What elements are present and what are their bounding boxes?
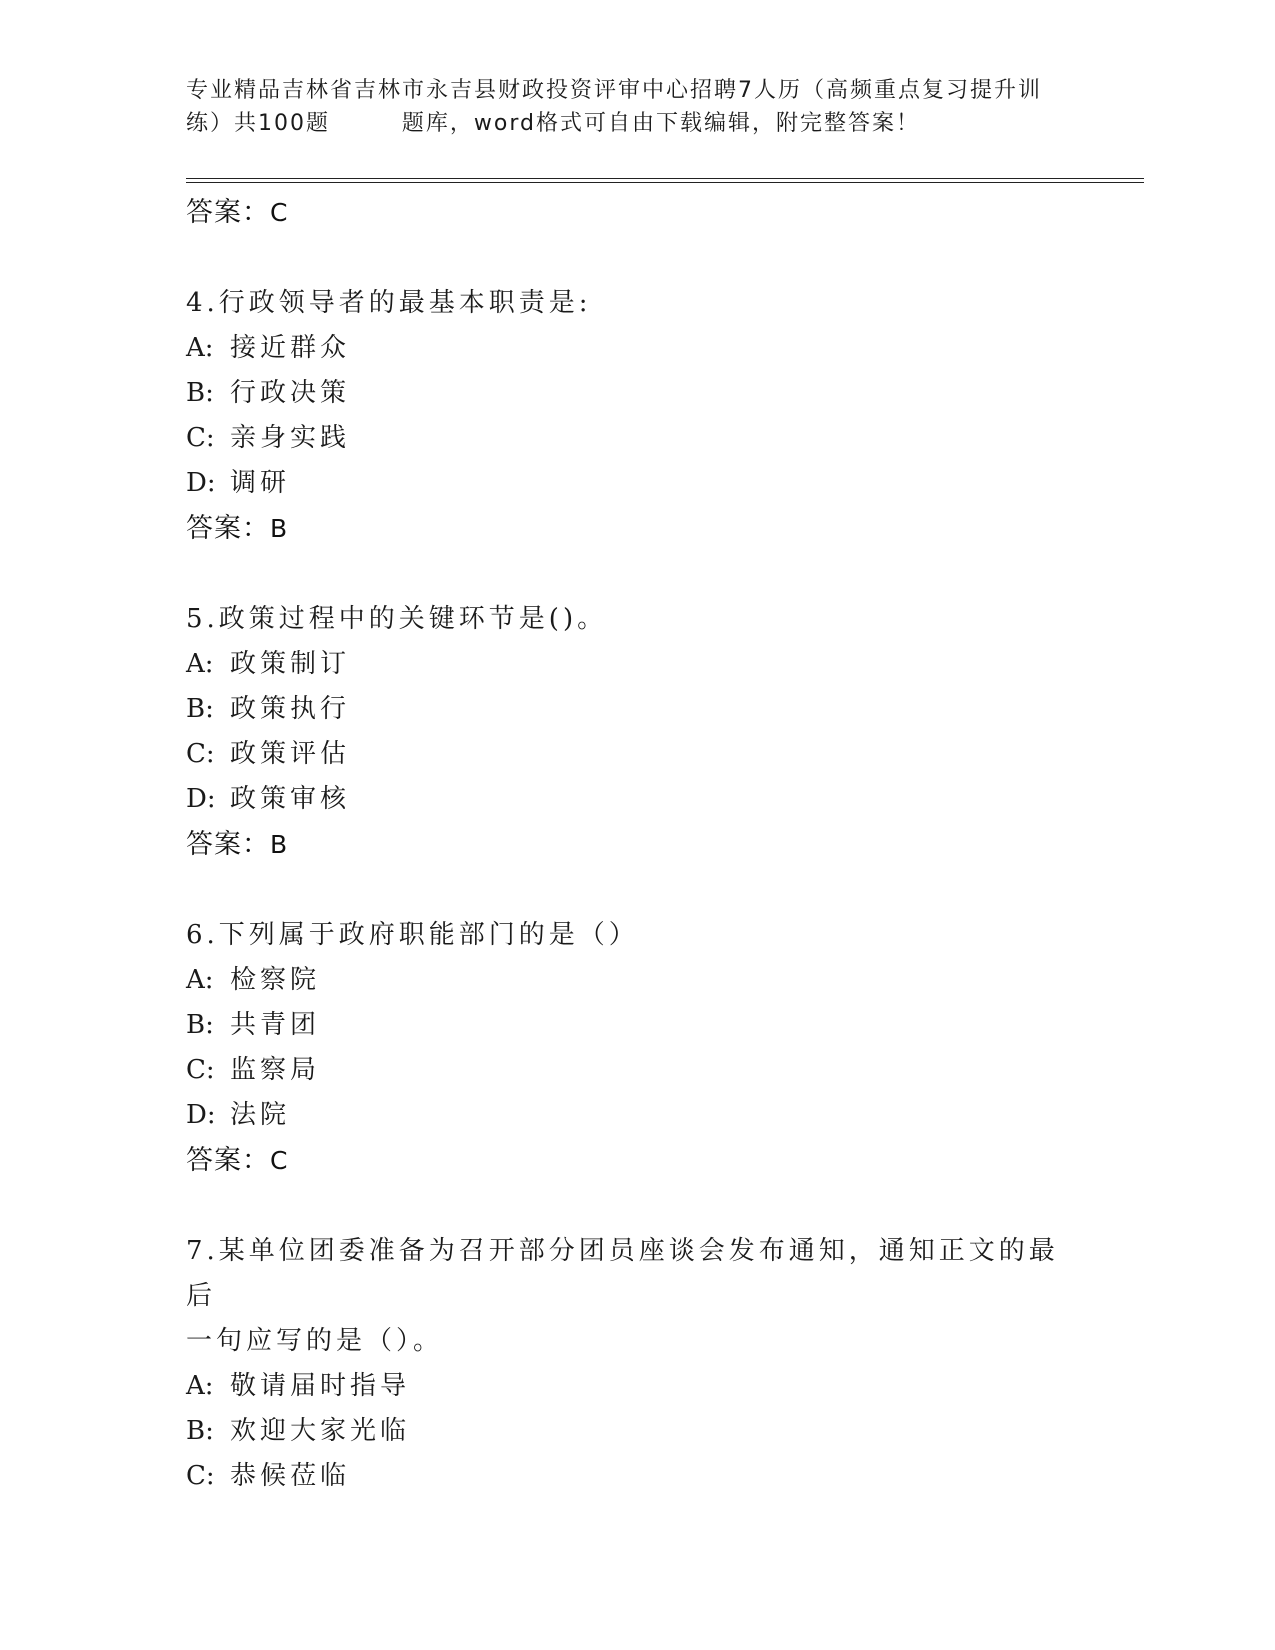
option-key: C: <box>186 423 215 453</box>
option-b <box>186 1409 1086 1454</box>
document-header <box>186 74 1086 140</box>
answer-line <box>186 822 1086 867</box>
option-b <box>186 371 1086 416</box>
question-stem-line-2: 一句应写的是（）。 <box>186 1326 444 1356</box>
option-c <box>186 1454 1086 1499</box>
option-b <box>186 687 1086 732</box>
option-key: A: <box>186 1371 214 1401</box>
option-text: 政策审核 <box>230 784 351 814</box>
option-key: C: <box>186 1055 215 1085</box>
option-text: 监察局 <box>230 1055 321 1085</box>
option-text: 调研 <box>230 468 291 498</box>
answer-line <box>186 190 1086 235</box>
option-a <box>186 642 1086 687</box>
option-text: 敬请届时指导 <box>230 1371 411 1401</box>
question-stem: 4.行政领导者的最基本职责是: <box>186 288 592 318</box>
question-6 <box>186 913 1086 1183</box>
option-key: C: <box>186 1461 215 1491</box>
option-text: 政策制订 <box>230 649 351 679</box>
option-b <box>186 1003 1086 1048</box>
question-stem-line-1: 7.某单位团委准备为召开部分团员座谈会发布通知，通知正文的最后 <box>186 1236 1059 1311</box>
option-key: B: <box>186 1010 214 1040</box>
option-a <box>186 326 1086 371</box>
option-key: A: <box>186 333 214 363</box>
answer-line <box>186 1138 1086 1183</box>
option-key: B: <box>186 1416 214 1446</box>
option-text: 接近群众 <box>230 333 351 363</box>
answer-label: 答案： <box>186 197 270 228</box>
header-divider-bottom <box>186 182 1144 183</box>
option-text: 行政决策 <box>230 378 351 408</box>
option-text: 检察院 <box>230 965 321 995</box>
question-7 <box>186 1229 1086 1499</box>
option-key: D: <box>186 1100 216 1130</box>
question-stem: 5.政策过程中的关键环节是()。 <box>186 604 608 634</box>
option-text: 政策执行 <box>230 694 351 724</box>
option-text: 法院 <box>230 1100 291 1130</box>
question-stem: 6.下列属于政府职能部门的是（） <box>186 920 639 950</box>
answer-label: 答案： <box>186 513 270 544</box>
option-d <box>186 461 1086 506</box>
option-text: 欢迎大家光临 <box>230 1416 411 1446</box>
option-text: 恭候莅临 <box>230 1461 351 1491</box>
answer-value: C <box>270 198 289 227</box>
header-line-2: 练）共100题 题库，word格式可自由下载编辑，附完整答案！ <box>186 111 921 136</box>
option-key: A: <box>186 649 214 679</box>
question-4 <box>186 281 1086 551</box>
option-d <box>186 1093 1086 1138</box>
option-key: A: <box>186 965 214 995</box>
option-text: 共青团 <box>230 1010 321 1040</box>
answer-label: 答案： <box>186 829 270 860</box>
answer-line <box>186 506 1086 551</box>
option-d <box>186 777 1086 822</box>
option-text: 政策评估 <box>230 739 351 769</box>
answer-value: B <box>270 830 289 859</box>
option-c <box>186 732 1086 777</box>
option-key: C: <box>186 739 215 769</box>
option-key: D: <box>186 468 216 498</box>
answer-value: B <box>270 514 289 543</box>
option-key: B: <box>186 694 214 724</box>
option-c <box>186 1048 1086 1093</box>
option-c <box>186 416 1086 461</box>
header-divider-top <box>186 178 1144 179</box>
option-a <box>186 1364 1086 1409</box>
header-line-1: 专业精品吉林省吉林市永吉县财政投资评审中心招聘7人历（高频重点复习提升训 <box>186 78 1042 103</box>
option-key: D: <box>186 784 216 814</box>
answer-label: 答案： <box>186 1145 270 1176</box>
question-5 <box>186 597 1086 867</box>
option-text: 亲身实践 <box>230 423 351 453</box>
option-a <box>186 958 1086 1003</box>
answer-value: C <box>270 1146 289 1175</box>
question-list <box>186 190 1086 1499</box>
option-key: B: <box>186 378 214 408</box>
